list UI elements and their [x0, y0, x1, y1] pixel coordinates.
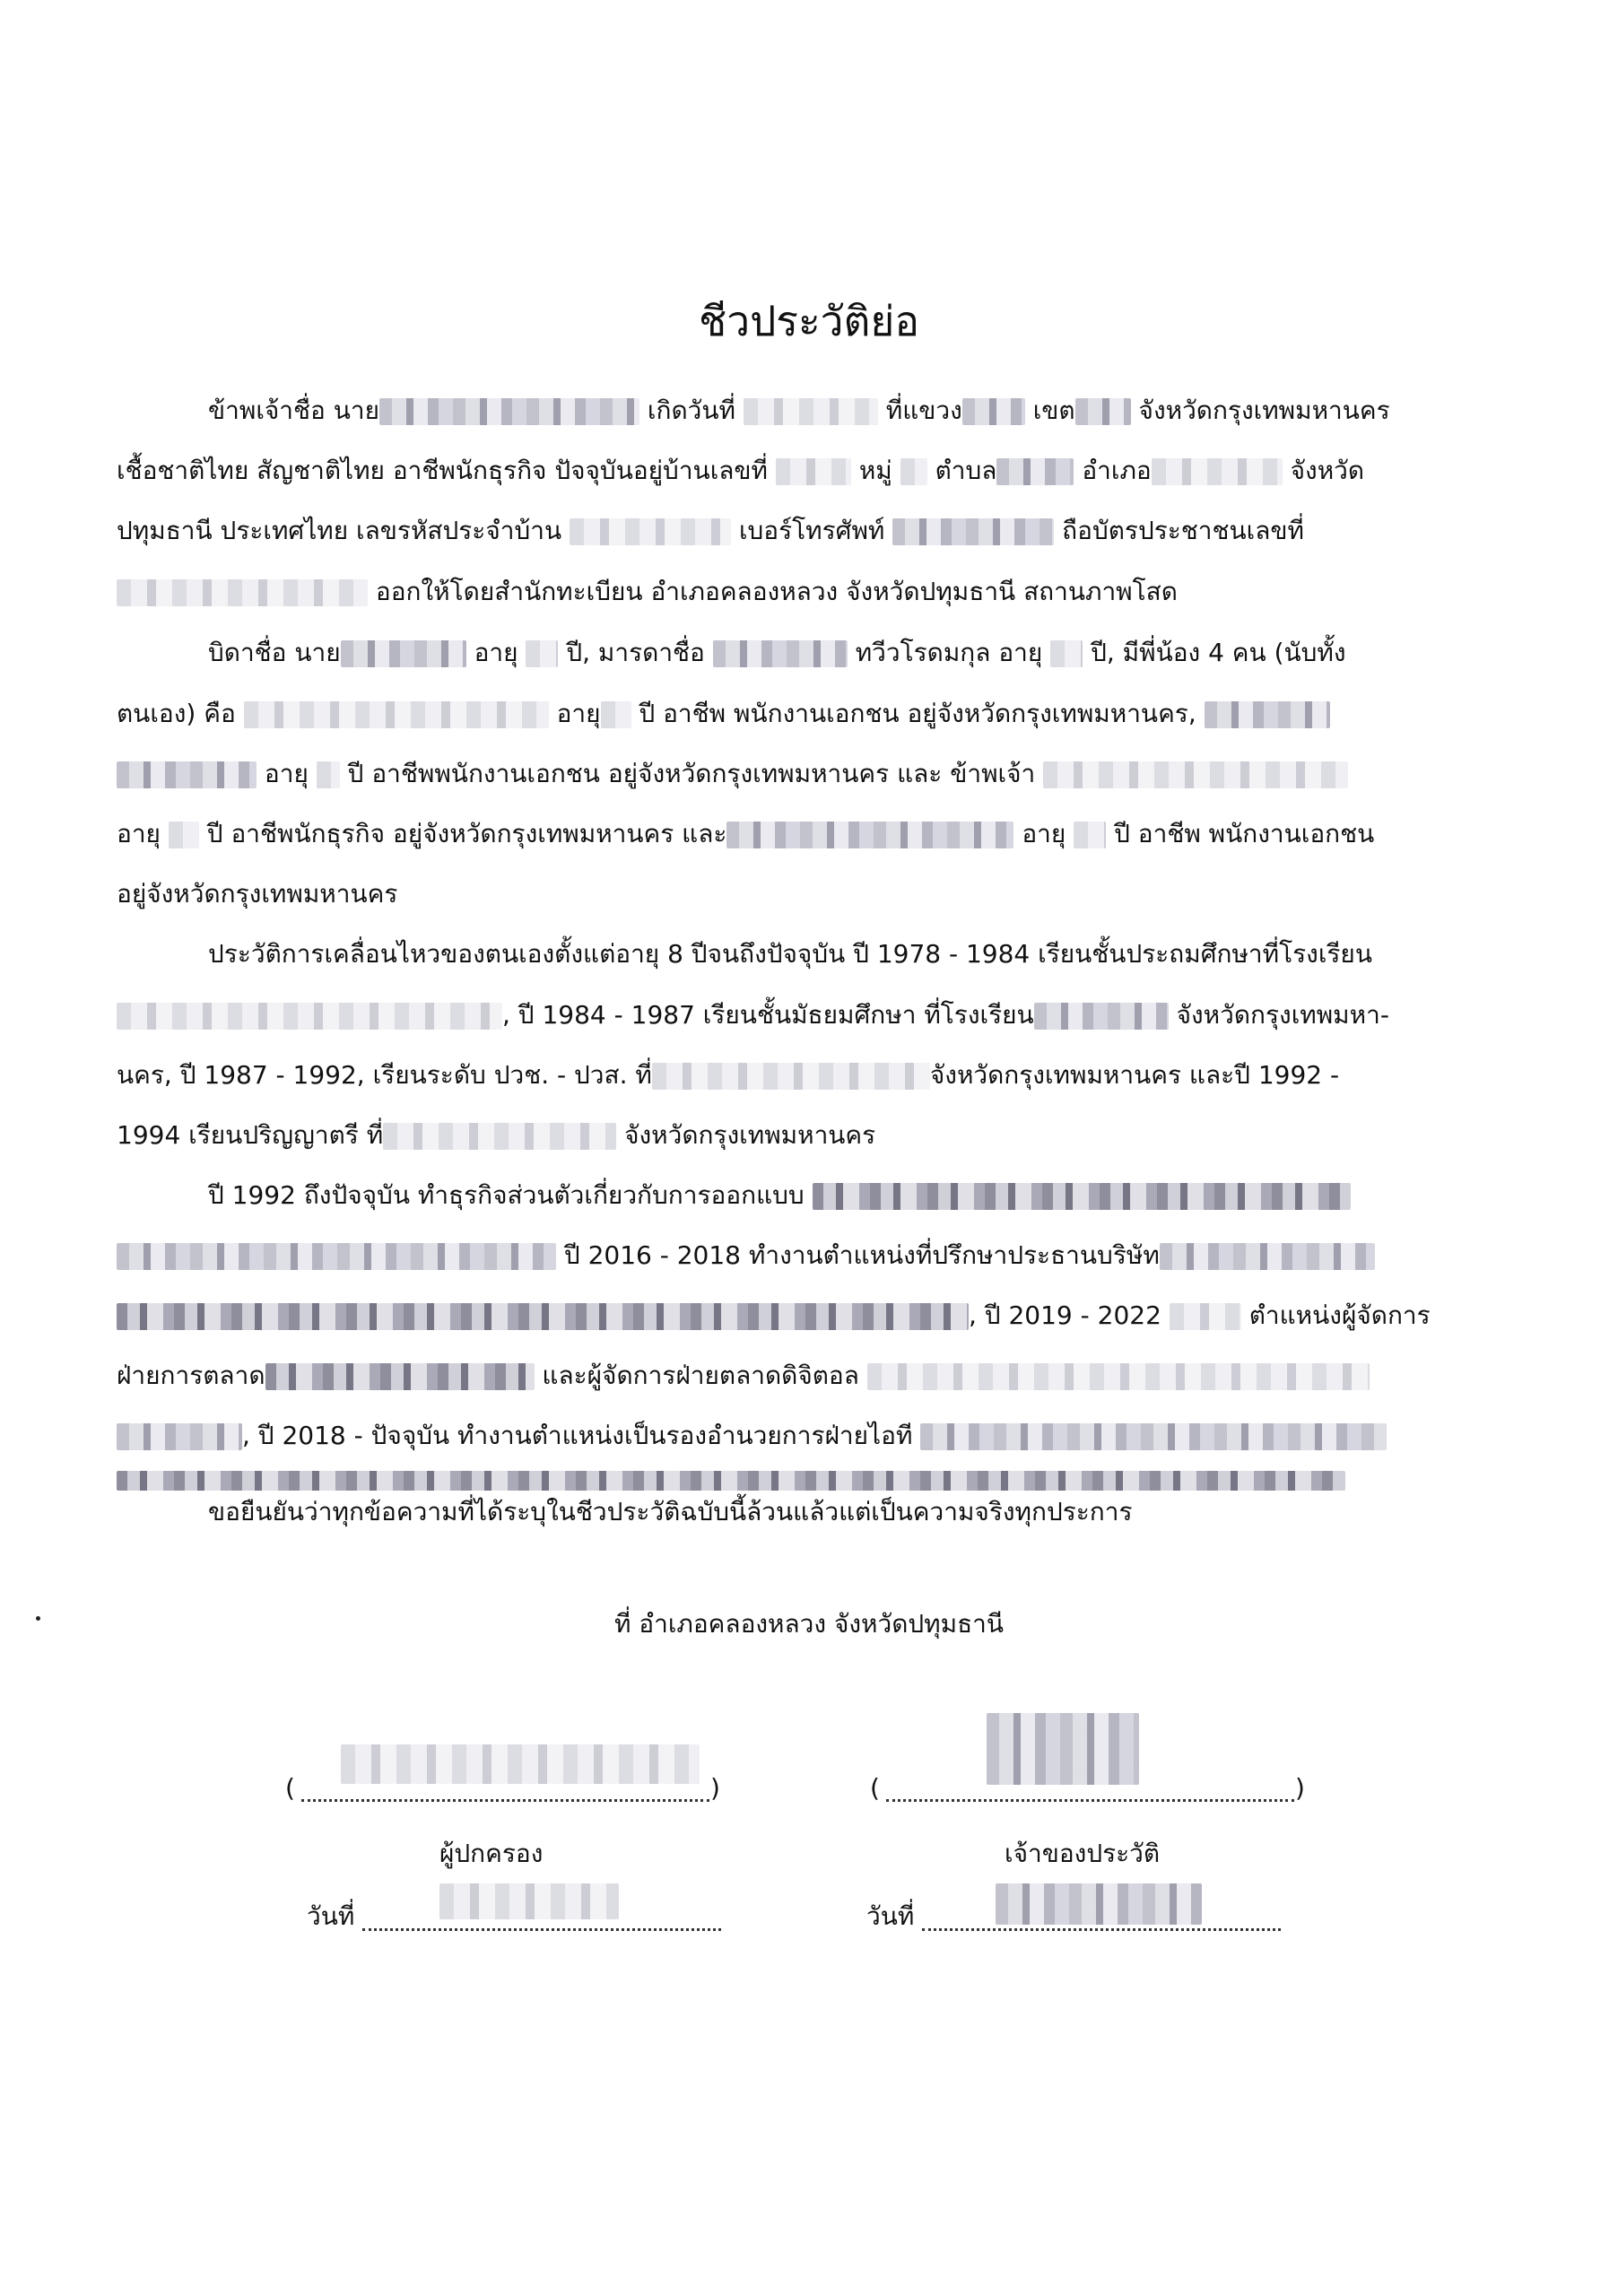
- text: ปทุมธานี ประเทศไทย เลขรหัสประจำบ้าน: [117, 516, 562, 545]
- text: ออกให้โดยสำนักทะเบียน อำเภอคลองหลวง จังหวัดปทุมธานี สถานภาพโสด: [375, 577, 1178, 606]
- redaction-blur: [1152, 458, 1283, 485]
- text: จังหวัดกรุงเทพมหานคร: [1138, 396, 1390, 425]
- p4-line-1: [208, 1178, 1351, 1213]
- redaction-blur: [265, 1363, 535, 1390]
- place-line: ที่ อำเภอคลองหลวง จังหวัดปทุมธานี: [613, 1609, 1005, 1639]
- p4-line-4: [117, 1358, 1370, 1394]
- redaction-blur: [776, 458, 851, 485]
- text: ปี, มีพี่น้อง 4 คน (นับทั้ง: [1091, 638, 1346, 667]
- right-date-blur: [996, 1883, 1202, 1925]
- redaction-blur: [744, 398, 878, 425]
- text: อายุ: [1022, 819, 1066, 848]
- p2-line-2: [117, 696, 1330, 732]
- right-signature-blur: [987, 1713, 1139, 1785]
- left-paren-open: (: [285, 1773, 295, 1803]
- redaction-blur: [117, 1471, 1345, 1491]
- text: เกิดวันที่: [647, 396, 735, 425]
- p2-line-1: [208, 635, 1346, 671]
- text: อายุ: [474, 638, 518, 667]
- p2-line-5: [117, 876, 397, 912]
- redaction-blur: [962, 398, 1025, 425]
- right-role-label: เจ้าของประวัติ: [1005, 1839, 1161, 1868]
- text: อำเภอ: [1082, 456, 1152, 485]
- p3-line-4: [117, 1118, 875, 1153]
- redaction-blur: [117, 1003, 502, 1030]
- text: จังหวัด: [1290, 456, 1365, 485]
- left-paren-close: ): [710, 1773, 720, 1803]
- redaction-blur: [1043, 761, 1348, 788]
- redaction-blur: [652, 1063, 930, 1090]
- left-role-label: ผู้ปกครอง: [439, 1839, 544, 1868]
- text: และผู้จัดการฝ่ายตลาดดิจิตอล: [542, 1361, 859, 1390]
- text: บิดาชื่อ นาย: [208, 638, 341, 667]
- redaction-blur: [379, 398, 639, 425]
- text: ทวีวโรดมกุล อายุ: [855, 638, 1043, 667]
- left-signature-blur: [341, 1744, 700, 1784]
- redaction-blur: [900, 458, 927, 485]
- text: 1994 เรียนปริญญาตรี ที่: [117, 1120, 384, 1150]
- redaction-blur: [244, 701, 549, 728]
- text: อยู่จังหวัดกรุงเทพมหานคร: [117, 879, 398, 909]
- p1-line-2: [117, 453, 1364, 489]
- p5-line-1: [208, 1494, 1133, 1530]
- redaction-blur: [570, 518, 731, 545]
- text: ขอยืนยันว่าทุกข้อความที่ได้ระบุในชีวประวัติฉบับนี้ล้วนแล้วแต่เป็นความจริงทุกประการ: [208, 1497, 1133, 1526]
- redaction-blur: [726, 822, 1013, 848]
- redaction-blur: [1160, 1243, 1375, 1270]
- left-date-blur: [439, 1883, 619, 1919]
- text: เขต: [1032, 396, 1075, 425]
- text: หมู่: [858, 456, 892, 485]
- redaction-blur: [117, 1243, 556, 1270]
- text: อายุ: [556, 699, 601, 728]
- redaction-blur: [317, 761, 340, 788]
- redaction-blur: [1075, 398, 1131, 425]
- text: ข้าพเจ้าชื่อ นาย: [208, 396, 380, 425]
- redaction-blur: [601, 701, 631, 728]
- redaction-blur: [920, 1423, 1387, 1450]
- text: , ปี 2018 - ปัจจุบัน ทำงานตำแหน่งเป็นรองอำนวยการฝ่ายไอที: [242, 1421, 913, 1450]
- right-signature-line: [886, 1799, 1294, 1802]
- left-date-label: วันที่: [307, 1901, 355, 1931]
- text: ตำบล: [935, 456, 997, 485]
- p4-line-3: [117, 1298, 1431, 1334]
- p2-line-4: [117, 816, 1374, 852]
- left-signature-line: [301, 1799, 709, 1802]
- text: ปี, มารดาชื่อ: [566, 638, 705, 667]
- redaction-blur: [383, 1123, 616, 1150]
- redaction-blur: [1074, 822, 1106, 848]
- redaction-blur: [996, 458, 1074, 485]
- redaction-blur: [1050, 640, 1083, 667]
- text: ปี 2016 - 2018 ทำงานตำแหน่งที่ปรึกษาประธานบริษัท: [563, 1240, 1160, 1270]
- p1-line-3: [117, 513, 1304, 549]
- text: ปี อาชีพนักธุรกิจ อยู่จังหวัดกรุงเทพมหานคร และ: [206, 819, 727, 848]
- text: ตนเอง) คือ: [117, 699, 236, 728]
- p4-line-2: [117, 1238, 1375, 1274]
- text: อายุ: [117, 819, 161, 848]
- redaction-blur: [341, 640, 466, 667]
- redaction-blur: [892, 518, 1054, 545]
- text: ปี อาชีพพนักงานเอกชน อยู่จังหวัดกรุงเทพมหานคร และ ข้าพเจ้า: [347, 759, 1036, 788]
- text: จังหวัดกรุงเทพมหานคร: [624, 1120, 876, 1150]
- text: ปี อาชีพ พนักงานเอกชน: [1114, 819, 1375, 848]
- text: เบอร์โทรศัพท์: [738, 516, 885, 545]
- text: จังหวัดกรุงเทพมหา-: [1176, 1000, 1389, 1030]
- text: ถือบัตรประชาชนเลขที่: [1062, 516, 1304, 545]
- text: ที่แขวง: [885, 396, 962, 425]
- redaction-blur: [867, 1363, 1370, 1390]
- redaction-blur: [1170, 1303, 1241, 1330]
- p3-line-1: [208, 936, 1372, 972]
- p1-line-1: [208, 393, 1390, 429]
- text: ประวัติการเคลื่อนไหวของตนเองตั้งแต่อายุ 8 ปีจนถึงปัจจุบัน ปี 1978 - 1984 เรียนชั้นประถมศึกษาที่โรงเรียน: [208, 939, 1372, 969]
- p4-line-6: [117, 1462, 1345, 1498]
- redaction-blur: [526, 640, 558, 667]
- redaction-blur: [1034, 1003, 1169, 1030]
- text: , ปี 2019 - 2022: [969, 1300, 1161, 1330]
- p2-line-3: [117, 756, 1348, 792]
- scan-speck: [36, 1616, 40, 1621]
- redaction-blur: [813, 1183, 1351, 1210]
- text: จังหวัดกรุงเทพมหานคร และปี 1992 -: [929, 1060, 1340, 1090]
- redaction-blur: [713, 640, 848, 667]
- right-paren-open: (: [870, 1773, 880, 1803]
- redaction-blur: [1205, 701, 1330, 728]
- redaction-blur: [169, 822, 199, 848]
- left-date-line: [362, 1928, 721, 1931]
- redaction-blur: [117, 1303, 969, 1330]
- p3-line-2: [117, 997, 1389, 1033]
- p1-line-4: [117, 574, 1178, 610]
- text: อายุ: [264, 759, 309, 788]
- text: ปี อาชีพ พนักงานเอกชน อยู่จังหวัดกรุงเทพมหานคร,: [639, 699, 1196, 728]
- p3-line-3: [117, 1057, 1339, 1093]
- text: ตำแหน่งผู้จัดการ: [1248, 1300, 1431, 1330]
- text: , ปี 1984 - 1987 เรียนชั้นมัธยมศึกษา ที่โรงเรียน: [502, 1000, 1034, 1030]
- text: ฝ่ายการตลาด: [117, 1361, 265, 1390]
- right-date-label: วันที่: [866, 1901, 915, 1931]
- redaction-blur: [117, 579, 368, 606]
- redaction-blur: [117, 1423, 242, 1450]
- text: นคร, ปี 1987 - 1992, เรียนระดับ ปวช. - ปวส. ที่: [117, 1060, 652, 1090]
- text: ปี 1992 ถึงปัจจุบัน ทำธุรกิจส่วนตัวเกี่ยวกับการออกแบบ: [208, 1180, 805, 1210]
- right-date-line: [922, 1928, 1281, 1931]
- document-title: ชีวประวัติย่อ: [699, 297, 919, 345]
- text: เชื้อชาติไทย สัญชาติไทย อาชีพนักธุรกิจ ปัจจุบันอยู่บ้านเลขที่: [117, 456, 769, 485]
- redaction-blur: [117, 761, 257, 788]
- right-paren-close: ): [1295, 1773, 1305, 1803]
- p4-line-5: [117, 1418, 1387, 1454]
